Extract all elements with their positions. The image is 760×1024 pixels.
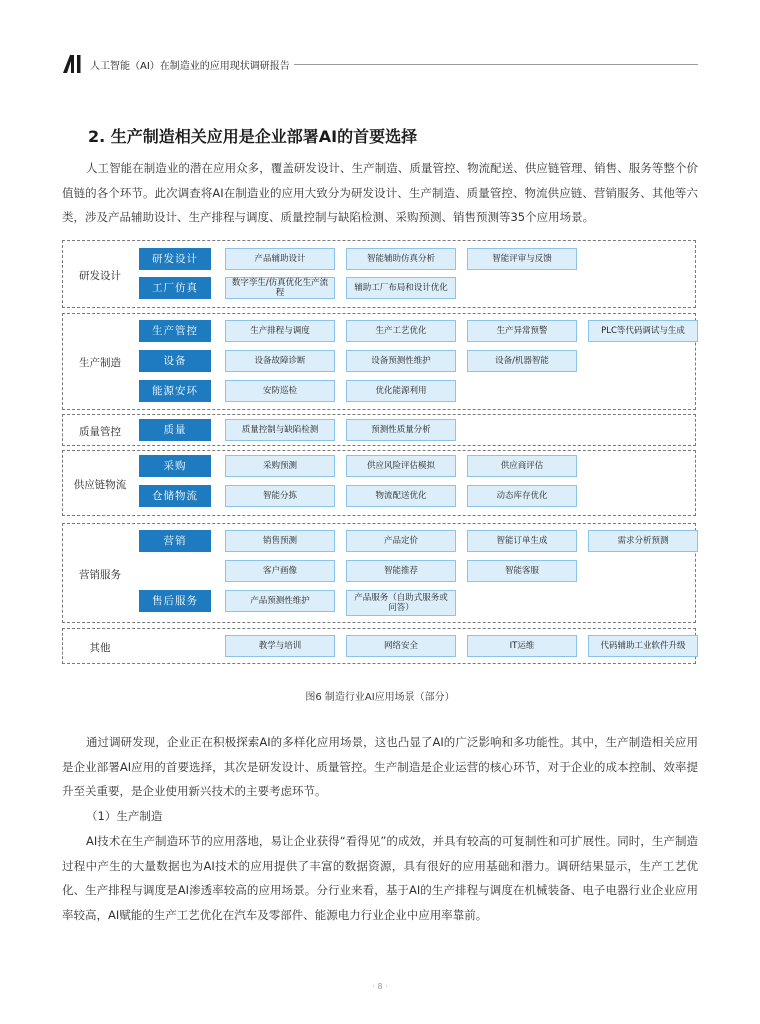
scenario-item: 智能客服: [467, 560, 577, 582]
scenario-item: 设备/机器智能: [467, 350, 577, 372]
header-rule: [294, 64, 698, 65]
sub-heading: （1）生产制造: [86, 809, 163, 823]
scenario-item: 智能推荐: [346, 560, 456, 582]
scenario-item: 产品定价: [346, 530, 456, 552]
scenario-item: 动态库存优化: [467, 485, 577, 507]
category-quality: 质量: [139, 419, 211, 441]
scenario-item: 智能订单生成: [467, 530, 577, 552]
category-equipment: 设备: [139, 350, 211, 372]
group-rd-design: [62, 240, 696, 308]
intro-paragraph: 人工智能在制造业的潜在应用众多，覆盖研发设计、生产制造、质量管控、物流配送、供应链管理、销售、服务等整个价值链的各个环节。此次调查将AI在制造业的应用大致分为研发设计、生产制造、质量管控、物流供应链、营销服务、其他等六类，涉及产品辅助设计、生产排程与调度、质量控制与缺陷检测、采购预测、销售预测等35个应用场景。: [62, 161, 698, 224]
category-production-control: 生产管控: [139, 320, 211, 342]
application-scenario-diagram: [62, 240, 698, 664]
scenario-item: 代码辅助工业软件升级: [588, 635, 698, 657]
group-label: 其他: [89, 642, 111, 654]
scenario-item: 设备预测性维护: [346, 350, 456, 372]
scenario-item: 产品辅助设计: [225, 248, 335, 270]
group-other: [62, 628, 696, 664]
scenario-item: 生产工艺优化: [346, 320, 456, 342]
scenario-item: 质量控制与缺陷检测: [225, 419, 335, 441]
scenario-item: 客户画像: [225, 560, 335, 582]
category-energy-safety: 能源安环: [139, 380, 211, 402]
scenario-item: 智能分拣: [225, 485, 335, 507]
group-label: 生产制造: [79, 357, 121, 369]
category-procurement: 采购: [139, 455, 211, 477]
group-production: [62, 313, 696, 410]
scenario-item: 安防巡检: [225, 380, 335, 402]
group-label: 营销服务: [79, 569, 121, 581]
figure-caption: 图6 制造行业AI应用场景（部分）: [305, 692, 455, 703]
production-paragraph: AI技术在生产制造环节的应用落地，易让企业获得“看得见”的成效，并具有较高的可复制性和可扩展性。同时，生产制造过程中产生的大量数据也为AI技术的应用提供了丰富的数据资源，具有很好的应用基础和潜力。调研结果显示，生产工艺优化、生产排程与调度是AI渗透率较高的应用场景。分行业来看，基于AI的生产排程与调度在机械装备、电子电器行业企业应用率较高，AI赋能的生产工艺优化在汽车及零部件、能源电力行业企业中应用率靠前。: [62, 834, 698, 922]
scenario-item: IT运维: [467, 635, 577, 657]
group-label: 研发设计: [79, 270, 121, 282]
scenario-item: PLC等代码调试与生成: [588, 320, 698, 342]
group-supply-chain: [62, 450, 696, 516]
group-label: 供应链物流: [73, 479, 127, 491]
group-label: 质量管控: [79, 426, 121, 438]
scenario-item: 数字孪生/仿真优化生产流程: [225, 277, 335, 299]
scenario-item: 预测性质量分析: [346, 419, 456, 441]
category-factory-simulation: 工厂仿真: [139, 277, 211, 299]
scenario-item: 产品预测性维护: [225, 590, 335, 612]
findings-paragraph: 通过调研发现，企业正在积极探索AI的多样化应用场景，这也凸显了AI的广泛影响和多功能性。其中，生产制造相关应用是企业部署AI应用的首要选择，其次是研发设计、质量管控。生产制造是企业运营的核心环节，对于企业的成本控制、效率提升至关重要，是企业使用新兴技术的主要考虑环节。: [62, 735, 698, 798]
scenario-item: 销售预测: [225, 530, 335, 552]
scenario-item: 供应商评估: [467, 455, 577, 477]
scenario-item: 智能辅助仿真分析: [346, 248, 456, 270]
category-warehouse-logistics: 仓储物流: [139, 485, 211, 507]
category-after-sales: 售后服务: [139, 590, 211, 612]
header-title: 人工智能（AI）在制造业的应用现状调研报告: [90, 61, 290, 72]
scenario-item: 智能评审与反馈: [467, 248, 577, 270]
page-header: [62, 52, 698, 76]
scenario-item: 生产异常预警: [467, 320, 577, 342]
scenario-item: 网络安全: [346, 635, 456, 657]
scenario-item: 物流配送优化: [346, 485, 456, 507]
scenario-item: 产品服务（自助式服务或问答）: [346, 590, 456, 616]
ai-logo-icon: [62, 54, 84, 74]
group-quality: [62, 414, 696, 446]
category-marketing: 营销: [139, 530, 211, 552]
scenario-item: 生产排程与调度: [225, 320, 335, 342]
scenario-item: 采购预测: [225, 455, 335, 477]
page-number: · 8 ·: [372, 982, 388, 991]
scenario-item: 供应风险评估模拟: [346, 455, 456, 477]
scenario-item: 设备故障诊断: [225, 350, 335, 372]
scenario-item: 教学与培训: [225, 635, 335, 657]
section-title: 2. 生产制造相关应用是企业部署AI的首要选择: [88, 127, 418, 146]
scenario-item: 辅助工厂布局和设计优化: [346, 277, 456, 299]
group-marketing-service: [62, 523, 696, 623]
category-rd-design: 研发设计: [139, 248, 211, 270]
scenario-item: 优化能源利用: [346, 380, 456, 402]
scenario-item: 需求分析预测: [588, 530, 698, 552]
